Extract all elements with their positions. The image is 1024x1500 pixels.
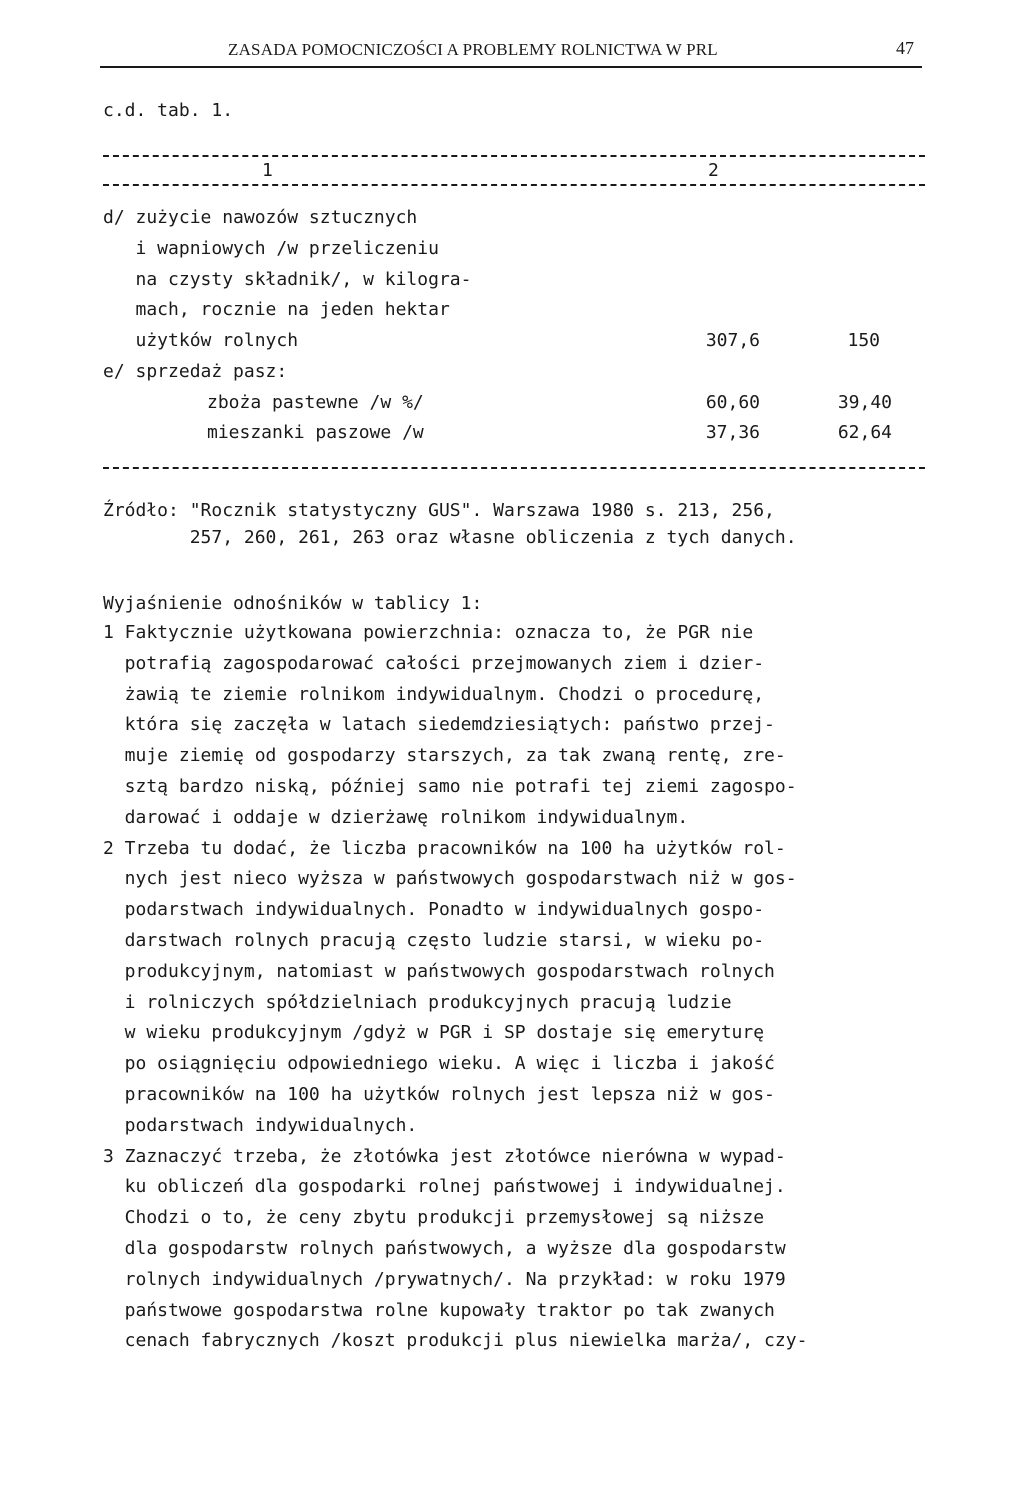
note-line: podarstwach indywidualnych. <box>103 1114 418 1136</box>
table-item-d-value-1: 307,6 <box>705 330 760 351</box>
table-item-d-line: i wapniowych /w przeliczeniu <box>103 237 439 259</box>
note-line: muje ziemię od gospodarzy starszych, za tak zwaną rentę, zre- <box>103 745 786 767</box>
note-line: ku obliczeń dla gospodarki rolnej państwowej i indywidualnej. <box>103 1176 786 1198</box>
note-line: pracowników na 100 ha użytków rolnych jest lepsza niż w gos- <box>103 1083 775 1105</box>
source-line: 257, 260, 261, 263 oraz własne obliczenia z tych danych. <box>103 527 797 548</box>
table-item-d-line: użytków rolnych <box>103 330 299 352</box>
page-number: 47 <box>896 38 914 58</box>
note-line: darować i oddaje w dzierżawę rolnikom indywidualnym. <box>103 806 689 828</box>
source-line: Źródło: "Rocznik statystyczny GUS". Warszawa 1980 s. 213, 256, <box>103 500 775 521</box>
note-line: sztą bardzo niską, później samo nie potrafi tej ziemi zagospo- <box>103 775 797 797</box>
table-row-label: zboża pastewne /w %/ <box>207 392 424 413</box>
table-item-d-line: mach, rocznie na jeden hektar <box>103 299 450 321</box>
note-line: 1 Faktycznie użytkowana powierzchnia: oznacza to, że PGR nie <box>103 622 754 643</box>
table-row-value-2: 62,64 <box>837 422 892 443</box>
note-line: Chodzi o to, że ceny zbytu produkcji przemysłowej są niższe <box>103 1207 765 1229</box>
table-row-value-1: 37,36 <box>705 422 760 443</box>
note-line: 2 Trzeba tu dodać, że liczba pracowników na 100 ha użytków rol- <box>103 837 786 859</box>
table-header-rule <box>103 184 925 186</box>
note-line: i rolniczych spółdzielniach produkcyjnych pracują ludzie <box>103 991 732 1013</box>
note-line: po osiągnięciu odpowiedniego wieku. A więc i liczba i jakość <box>103 1053 775 1075</box>
note-line: darstwach rolnych pracują często ludzie starsi, w wieku po- <box>103 929 765 951</box>
note-line: podarstwach indywidualnych. Ponadto w indywidualnych gospo- <box>103 899 765 921</box>
note-line: produkcyjnym, natomiast w państwowych gospodarstwach rolnych <box>103 960 775 982</box>
table-item-e-label: e/ sprzedaż pasz: <box>103 361 288 382</box>
notes-body <box>103 618 807 1357</box>
column-number-2: 2 <box>708 160 719 181</box>
table-bottom-rule <box>103 467 925 469</box>
table-item-d <box>103 203 471 357</box>
note-line: w wieku produkcyjnym /gdyż w PGR i SP dostaje się emeryturę <box>103 1022 765 1044</box>
notes-heading: Wyjaśnienie odnośników w tablicy 1: <box>103 593 483 614</box>
note-line: która się zaczęła w latach siedemdziesiątych: państwo przej- <box>103 714 775 736</box>
note-line: cenach fabrycznych /koszt produkcji plus niewielka marża/, czy- <box>103 1330 808 1352</box>
note-line: państwowe gospodarstwa rolne kupowały traktor po tak zwanych <box>103 1299 775 1321</box>
header-rule <box>100 66 922 68</box>
table-item-d-line: d/ zużycie nawozów sztucznych <box>103 207 418 228</box>
table-top-rule <box>103 155 925 157</box>
table-item-d-value-2: 150 <box>847 330 880 351</box>
table-row-value-1: 60,60 <box>705 392 760 413</box>
table-row-label: mieszanki paszowe /w <box>207 422 424 443</box>
note-line: żawią te ziemie rolnikom indywidualnym. Chodzi o procedurę, <box>103 683 765 705</box>
table-item-d-line: na czysty składnik/, w kilogra- <box>103 268 472 290</box>
note-line: potrafią zagospodarować całości przejmowanych ziem i dzier- <box>103 652 765 674</box>
note-line: dla gospodarstw rolnych państwowych, a wyższe dla gospodarstw <box>103 1237 786 1259</box>
note-line: 3 Zaznaczyć trzeba, że złotówka jest złotówce nierówna w wypad- <box>103 1145 786 1167</box>
note-line: rolnych indywidualnych /prywatnych/. Na przykład: w roku 1979 <box>103 1268 786 1290</box>
table-continuation-label: c.d. tab. 1. <box>103 100 234 121</box>
table-source <box>103 497 797 551</box>
column-number-1: 1 <box>262 160 273 181</box>
table-row-value-2: 39,40 <box>837 392 892 413</box>
note-line: nych jest nieco wyższa w państwowych gospodarstwach niż w gos- <box>103 868 797 890</box>
running-title: ZASADA POMOCNICZOŚCI A PROBLEMY ROLNICTWA W PRL <box>228 40 718 59</box>
